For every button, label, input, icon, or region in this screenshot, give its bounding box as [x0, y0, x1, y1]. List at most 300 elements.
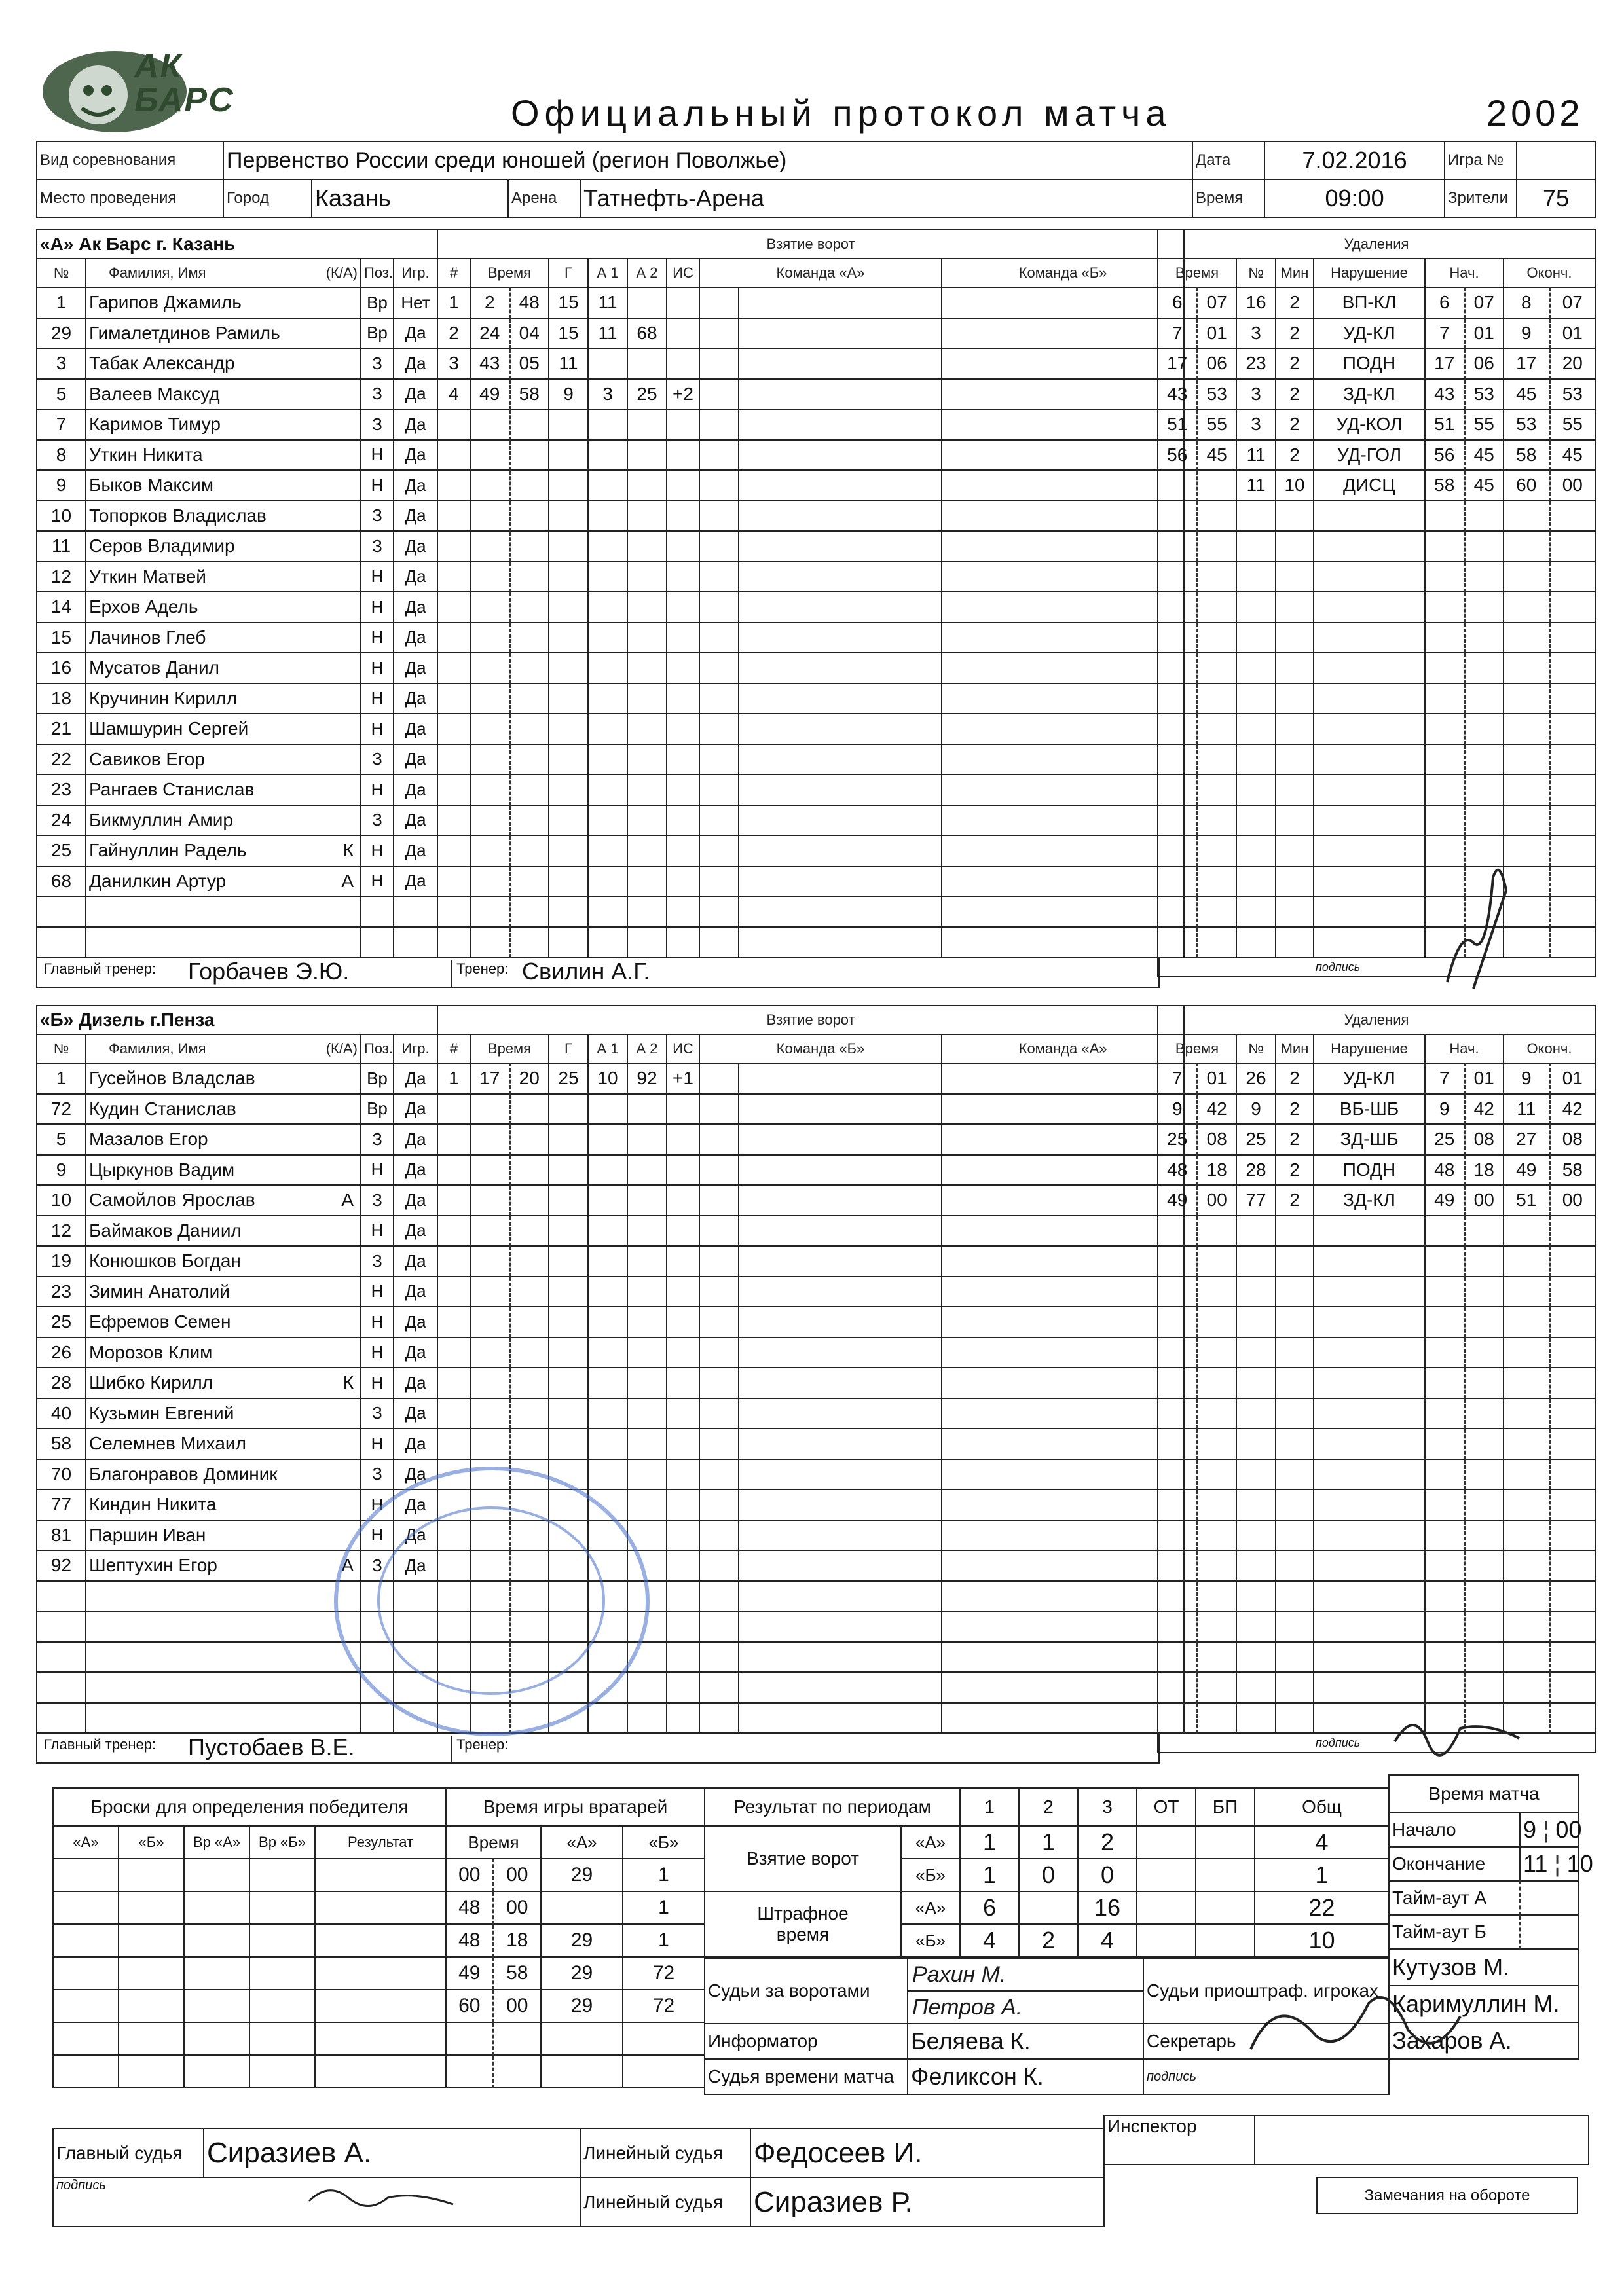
- penalties-col-header: Нач.: [1425, 1034, 1504, 1063]
- table-row: [37, 1094, 437, 1125]
- table-row: [437, 592, 1184, 623]
- goal-s: [509, 774, 549, 805]
- goal-spacer: [699, 1124, 739, 1155]
- penalty-v: [1314, 744, 1425, 775]
- penalty-min: [1276, 805, 1314, 836]
- player-position: Н: [361, 440, 394, 471]
- penalty-es: 01: [1549, 318, 1595, 349]
- goal-is: [667, 866, 699, 897]
- goal-m: [470, 531, 509, 562]
- goal-team-own: [739, 531, 942, 562]
- table-row: [37, 531, 437, 562]
- goal-n: [437, 1216, 470, 1247]
- player-position: Н: [361, 1216, 394, 1247]
- goal-s: 58: [509, 379, 549, 410]
- shootout-cell: [249, 2055, 315, 2088]
- penalty-no: [1236, 1246, 1276, 1277]
- goals-title: Взятие ворот: [437, 1006, 1184, 1034]
- penalty-v: УД-КЛ: [1314, 318, 1425, 349]
- penalty-min: [1276, 1611, 1314, 1642]
- penalty-sm: [1425, 1398, 1464, 1429]
- goal-n: [437, 1124, 470, 1155]
- penalties-col-header: Время: [1158, 259, 1236, 287]
- table-row: [437, 774, 1184, 805]
- penalty-min: 2: [1276, 1063, 1314, 1094]
- table-row: [1158, 348, 1595, 379]
- penalty-ts: [1197, 1611, 1236, 1642]
- time-value: 09:00: [1264, 179, 1445, 217]
- goal-spacer: [699, 714, 739, 744]
- goal-m: [470, 774, 509, 805]
- goal-team-own: [739, 1063, 942, 1094]
- goal-spacer: [699, 1307, 739, 1338]
- table-row: [437, 1216, 1184, 1247]
- penalty-em: 27: [1504, 1124, 1549, 1155]
- goal-n: [437, 835, 470, 866]
- table-row: [37, 896, 437, 927]
- penalty-ts: [1197, 1550, 1236, 1581]
- goalie-b: [623, 2055, 705, 2088]
- penalty-em: [1504, 1489, 1549, 1520]
- penalty-sm: [1425, 1672, 1464, 1703]
- goal-is: [667, 1277, 699, 1307]
- player-name: Кручинин Кирилл: [89, 687, 237, 708]
- penalty-es: [1549, 501, 1595, 532]
- shootout-cell: [315, 2022, 446, 2055]
- goal-s: 04: [509, 318, 549, 349]
- goal-s: [509, 927, 549, 958]
- goal-a2: [627, 501, 667, 532]
- penalty-em: [1504, 1216, 1549, 1247]
- timeout-a-value: [1520, 1881, 1579, 1915]
- goal-is: [667, 1368, 699, 1398]
- team_b-title: «Б» Дизель г.Пенза: [37, 1006, 437, 1034]
- table-row: [437, 531, 1184, 562]
- penalty-es: [1549, 1246, 1595, 1277]
- penalty-no: [1236, 1307, 1276, 1338]
- penalty-es: [1549, 1489, 1595, 1520]
- table-row: [1158, 623, 1595, 653]
- goal-s: [509, 1398, 549, 1429]
- penalty-ss: [1464, 1642, 1504, 1673]
- table-row: [437, 1246, 1184, 1277]
- city-label: Город: [223, 179, 312, 217]
- player-played: Да: [394, 623, 437, 653]
- goal-a2: [627, 1155, 667, 1186]
- penalty-no: [1236, 1489, 1276, 1520]
- goal-a1: [588, 440, 627, 471]
- goal-spacer: [699, 440, 739, 471]
- goal-team-opp: [942, 1581, 1184, 1612]
- table-row: [37, 1307, 437, 1338]
- penalty-no: [1236, 1581, 1276, 1612]
- player-name: Шамшурин Сергей: [89, 718, 249, 739]
- col-played: Игр.: [394, 1034, 437, 1063]
- arena-label: Арена: [508, 179, 580, 217]
- goal-g: 25: [549, 1063, 588, 1094]
- penalty-no: [1236, 927, 1276, 958]
- table-row: [1158, 1216, 1595, 1247]
- table-row: [37, 1277, 437, 1307]
- shootout-cell: [53, 1859, 119, 1891]
- penalty-tm: [1158, 927, 1197, 958]
- goal-g: 15: [549, 318, 588, 349]
- goal-spacer: [699, 348, 739, 379]
- table-row: [437, 653, 1184, 683]
- goal-n: 1: [437, 1063, 470, 1094]
- penalty-min: [1276, 1459, 1314, 1490]
- goal-spacer: [699, 1368, 739, 1398]
- shootout-col-header: Вр «А»: [184, 1826, 249, 1859]
- penalty-v: [1314, 1459, 1425, 1490]
- goal-g: [549, 531, 588, 562]
- goal-g: [549, 1277, 588, 1307]
- penalty-tm: 6: [1158, 287, 1197, 318]
- player-name-cell: [86, 835, 361, 866]
- shootout-cell: [315, 1957, 446, 1990]
- goal-a2: [627, 1672, 667, 1703]
- table-row: [437, 379, 1184, 410]
- player-name: Каримов Тимур: [89, 414, 221, 435]
- player-number: 24: [37, 805, 86, 836]
- goal-n: [437, 470, 470, 501]
- penalty-ss: 07: [1464, 287, 1504, 318]
- penalty-v: ЗД-КЛ: [1314, 379, 1425, 410]
- penalty-no: [1236, 1459, 1276, 1490]
- penalty-v: [1314, 1246, 1425, 1277]
- goal-a1: [588, 623, 627, 653]
- table-row: [37, 348, 437, 379]
- goal-s: [509, 1429, 549, 1459]
- penalty-em: [1504, 1550, 1549, 1581]
- player-played: Да: [394, 1550, 437, 1581]
- penalty-ts: [1197, 470, 1236, 501]
- goal-team-own: [739, 1216, 942, 1247]
- player-name: Ерхов Адель: [89, 596, 198, 617]
- player-played: Да: [394, 653, 437, 683]
- penalty-ts: [1197, 1520, 1236, 1551]
- table-row: [37, 562, 437, 592]
- penalty-es: [1549, 805, 1595, 836]
- table-row: [1158, 714, 1595, 744]
- table-row: [1158, 501, 1595, 532]
- penalty-v: [1314, 1338, 1425, 1368]
- player-name-cell: [86, 501, 361, 532]
- penalty-ss: 53: [1464, 379, 1504, 410]
- goal-is: [667, 501, 699, 532]
- linesman-2-label: Линейный судья: [580, 2178, 750, 2227]
- penalty-judge-2: Каримуллин М.: [1389, 1986, 1579, 2022]
- venue-label: Место проведения: [37, 179, 223, 217]
- player-number: 8: [37, 440, 86, 471]
- goal-a2: [627, 440, 667, 471]
- penalty-ts: 55: [1197, 409, 1236, 440]
- goal-n: 2: [437, 318, 470, 349]
- penalty-min: [1276, 531, 1314, 562]
- goal-a2: [627, 1489, 667, 1520]
- penalty-ts: 01: [1197, 318, 1236, 349]
- goal-is: [667, 1338, 699, 1368]
- goal-n: [437, 927, 470, 958]
- shootout-cell: [119, 2022, 184, 2055]
- goals-col-header: А 1: [588, 1034, 627, 1063]
- goal-is: [667, 1398, 699, 1429]
- penalty-no: [1236, 835, 1276, 866]
- table-row: [37, 287, 437, 318]
- penalty-sm: 17: [1425, 348, 1464, 379]
- player-played: Да: [394, 1094, 437, 1125]
- goals-col-header: Команда «Б»: [942, 259, 1184, 287]
- goals-col-header: А 1: [588, 259, 627, 287]
- goals-col-header: А 2: [627, 1034, 667, 1063]
- goal-a2: [627, 1338, 667, 1368]
- goal-team-own: [739, 1368, 942, 1398]
- player-name: Селемнев Михаил: [89, 1433, 246, 1454]
- goal-s: [509, 1124, 549, 1155]
- empty-cell: [361, 1703, 394, 1734]
- goal-team-opp: [942, 1611, 1184, 1642]
- goal-a2: [627, 562, 667, 592]
- goal-a1: [588, 1216, 627, 1247]
- goal-spacer: [699, 805, 739, 836]
- table-row: [437, 348, 1184, 379]
- player-played: Да: [394, 1155, 437, 1186]
- penalty-ss: [1464, 1459, 1504, 1490]
- empty-cell: [86, 1642, 361, 1673]
- penalty-ss: [1464, 774, 1504, 805]
- goal-team-opp: [942, 623, 1184, 653]
- empty-cell: [394, 896, 437, 927]
- shootout-cell: [119, 1957, 184, 1990]
- table-row: [1158, 1155, 1595, 1186]
- penalty-min: [1276, 562, 1314, 592]
- goal-team-opp: [942, 774, 1184, 805]
- player-name: Цыркунов Вадим: [89, 1159, 235, 1180]
- penalty-tm: 17: [1158, 348, 1197, 379]
- goals-col-header: Команда «Б»: [699, 1034, 942, 1063]
- table-row: [437, 1398, 1184, 1429]
- empty-cell: [37, 1581, 86, 1612]
- table-row: [37, 927, 437, 958]
- goal-team-own: [739, 805, 942, 836]
- goal-team-opp: [942, 653, 1184, 683]
- penalty-em: 45: [1504, 379, 1549, 410]
- penalty-sm: 56: [1425, 440, 1464, 471]
- penalty-ts: 08: [1197, 1124, 1236, 1155]
- goal-is: [667, 714, 699, 744]
- goals-col-header: Г: [549, 259, 588, 287]
- penalty-tm: [1158, 774, 1197, 805]
- player-played: Да: [394, 835, 437, 866]
- empty-cell: [361, 896, 394, 927]
- penalty-ts: [1197, 714, 1236, 744]
- goal-team-opp: [942, 927, 1184, 958]
- goal-is: [667, 1246, 699, 1277]
- penalty-em: [1504, 1520, 1549, 1551]
- table-row: [37, 835, 437, 866]
- penalty-ts: [1197, 1246, 1236, 1277]
- coach-label: Тренер:: [451, 1736, 508, 1762]
- penalty-em: [1504, 1581, 1549, 1612]
- col-name-label: Фамилия, Имя: [109, 264, 206, 281]
- goal-m: [470, 623, 509, 653]
- penalty-ss: [1464, 683, 1504, 714]
- table-row: [1158, 1094, 1595, 1125]
- goal-spacer: [699, 1672, 739, 1703]
- table-row: [437, 805, 1184, 836]
- player-name-cell: [86, 531, 361, 562]
- penalty-min: 2: [1276, 409, 1314, 440]
- goal-team-own: [739, 501, 942, 532]
- penalty-sm: [1425, 1277, 1464, 1307]
- goal-a2: [627, 1307, 667, 1338]
- player-name-cell: [86, 683, 361, 714]
- col-no: №: [37, 1034, 86, 1063]
- goal-team-own: [739, 379, 942, 410]
- penalty-tm: [1158, 470, 1197, 501]
- goal-is: [667, 1124, 699, 1155]
- penalty-sm: 49: [1425, 1185, 1464, 1216]
- official-stamp-icon: [334, 1467, 650, 1736]
- penalty-sm: [1425, 1642, 1464, 1673]
- penalty-tm: [1158, 1611, 1197, 1642]
- penalty-ss: [1464, 714, 1504, 744]
- goal-team-own: [739, 1459, 942, 1490]
- page-title: Официальный протокол матча: [511, 92, 1172, 134]
- goal-n: [437, 896, 470, 927]
- goal-n: [437, 623, 470, 653]
- player-number: 14: [37, 592, 86, 623]
- goal-n: 1: [437, 287, 470, 318]
- table-row: [37, 1459, 437, 1490]
- penalty-es: [1549, 896, 1595, 927]
- penalty-ts: [1197, 1398, 1236, 1429]
- goal-g: [549, 683, 588, 714]
- player-number: 21: [37, 714, 86, 744]
- goal-a1: [588, 1155, 627, 1186]
- shootout-cell: [184, 1891, 249, 1924]
- penalty-tm: [1158, 1307, 1197, 1338]
- player-number: 5: [37, 379, 86, 410]
- player-name: Мазалов Егор: [89, 1129, 208, 1150]
- goal-team-opp: [942, 1307, 1184, 1338]
- goal-g: [549, 623, 588, 653]
- goal-spacer: [699, 1063, 739, 1094]
- goal-a2: [627, 531, 667, 562]
- penalty-sm: 7: [1425, 318, 1464, 349]
- goal-is: [667, 1094, 699, 1125]
- goal-a2: [627, 927, 667, 958]
- goal-is: +1: [667, 1063, 699, 1094]
- goal-a2: [627, 1429, 667, 1459]
- goal-s: [509, 501, 549, 532]
- goal-team-own: [739, 1094, 942, 1125]
- pim-a-p3: 16: [1078, 1891, 1137, 1924]
- year: 2002: [1486, 92, 1584, 134]
- penalty-no: [1236, 896, 1276, 927]
- goal-a1: [588, 1429, 627, 1459]
- table-row: [37, 409, 437, 440]
- penalty-em: 60: [1504, 470, 1549, 501]
- table-row: [437, 683, 1184, 714]
- goal-g: [549, 653, 588, 683]
- goalie-m: 60: [446, 1990, 493, 2022]
- table-row: [1158, 866, 1595, 897]
- goal-team-own: [739, 1581, 942, 1612]
- goal-spacer: [699, 774, 739, 805]
- goal-a1: [588, 501, 627, 532]
- goal-team-opp: [942, 1094, 1184, 1125]
- table-row: [437, 896, 1184, 927]
- goal-a2: [627, 805, 667, 836]
- goal-m: [470, 866, 509, 897]
- goal-team-own: [739, 1429, 942, 1459]
- game-no-label: Игра №: [1445, 141, 1517, 179]
- goal-s: 48: [509, 287, 549, 318]
- team_a-penalties-table: [1157, 229, 1596, 977]
- penalty-signature-label: подпись: [1158, 957, 1595, 977]
- goals-a-so: [1196, 1826, 1255, 1859]
- player-role: К: [342, 840, 354, 861]
- goal-is: [667, 592, 699, 623]
- goal-team-own: [739, 592, 942, 623]
- city-value: Казань: [312, 179, 508, 217]
- penalty-min: [1276, 1216, 1314, 1247]
- table-row: [437, 866, 1184, 897]
- table-row: [437, 287, 1184, 318]
- table-row: [1158, 1063, 1595, 1094]
- table-row: [437, 440, 1184, 471]
- goal-spacer: [699, 1642, 739, 1673]
- goal-team-opp: [942, 470, 1184, 501]
- table-row: [1158, 1581, 1595, 1612]
- period-col-3: 3: [1078, 1788, 1137, 1826]
- goal-m: [470, 1246, 509, 1277]
- goal-s: [509, 531, 549, 562]
- match-time-title: Время матча: [1389, 1775, 1579, 1813]
- penalty-sm: 51: [1425, 409, 1464, 440]
- table-row: [1158, 653, 1595, 683]
- penalty-es: 55: [1549, 409, 1595, 440]
- penalty-ts: 06: [1197, 348, 1236, 379]
- goal-is: [667, 835, 699, 866]
- player-played: Да: [394, 1277, 437, 1307]
- goal-spacer: [699, 1459, 739, 1490]
- penalty-em: [1504, 1307, 1549, 1338]
- goal-a1: [588, 1368, 627, 1398]
- penalty-no: [1236, 653, 1276, 683]
- penalty-no: 11: [1236, 470, 1276, 501]
- goalie-a: 29: [541, 1957, 623, 1990]
- player-number: 9: [37, 470, 86, 501]
- shootout-cell: [184, 1957, 249, 1990]
- player-name: Кудин Станислав: [89, 1098, 236, 1119]
- goal-g: [549, 562, 588, 592]
- table-row: [446, 1990, 705, 2022]
- penalty-no: [1236, 1368, 1276, 1398]
- penalty-min: [1276, 501, 1314, 532]
- goals-a-p3: 2: [1078, 1826, 1137, 1859]
- empty-cell: [86, 927, 361, 958]
- goals-col-header: #: [437, 1034, 470, 1063]
- goal-a1: [588, 714, 627, 744]
- goal-m: [470, 744, 509, 775]
- penalties-col-header: Мин: [1276, 1034, 1314, 1063]
- goal-a1: [588, 1277, 627, 1307]
- penalty-min: 2: [1276, 1185, 1314, 1216]
- shootout-cell: [119, 1924, 184, 1957]
- player-name-cell: [86, 774, 361, 805]
